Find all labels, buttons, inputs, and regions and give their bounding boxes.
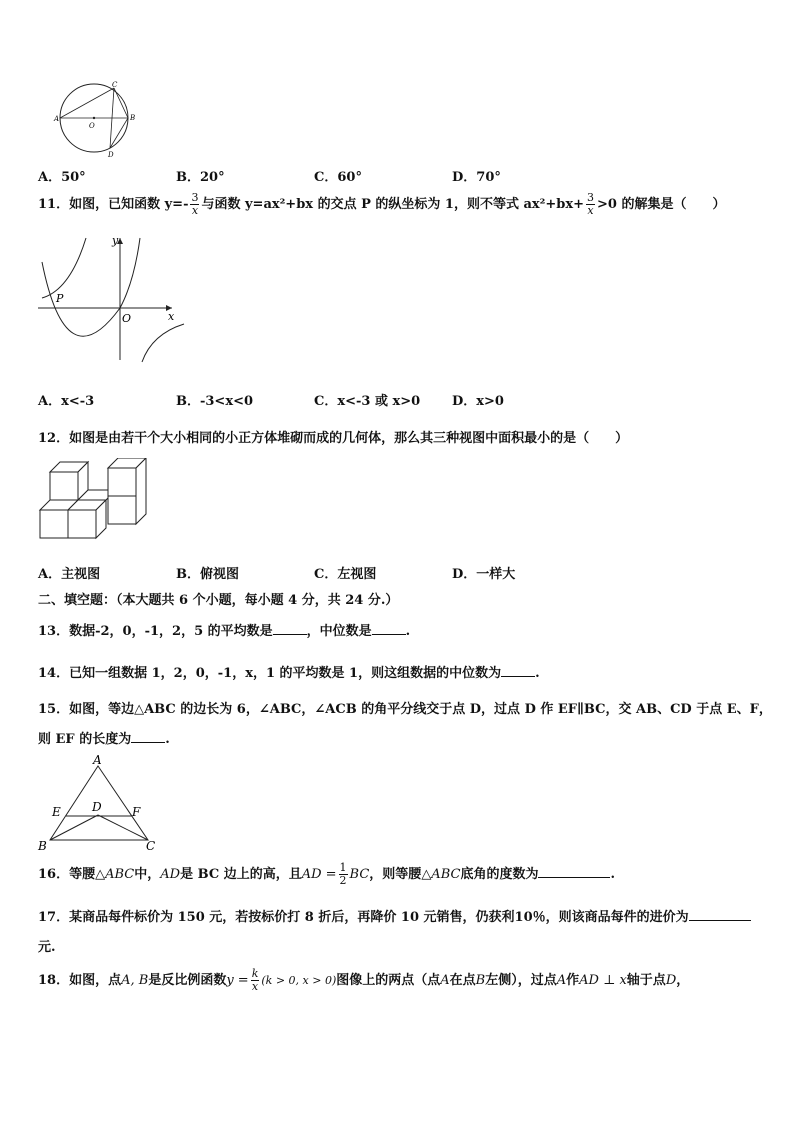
q18-frac-den: x (251, 980, 259, 993)
q15-label-d: D (92, 800, 102, 814)
q11-label-y: y (112, 234, 119, 247)
q11-frac1-den: x (191, 204, 199, 217)
q18-question: 18．如图，点A, B是反比例函数y = $\frac{k}{x}$ (k > 0, x > 0)图像上的两点（点A在点B左侧），过点A作AD ⊥ x轴于点D， (38, 967, 690, 993)
q15-blank[interactable] (131, 741, 165, 743)
q16-blank[interactable] (538, 876, 610, 878)
q11-frac2-den: x (587, 204, 594, 217)
q10-label-o: O (89, 122, 95, 130)
q13-question: 13．数据-2，0，-1，2，5 的平均数是 ，中位数是 . (38, 624, 411, 639)
q10-circle-figure (52, 80, 142, 160)
q11-graph-figure (36, 232, 186, 364)
q11-question: 11．如图，已知函数 y=- $\frac{3}{x}$ 与函数 y=ax²+bx 的交点 P 的纵坐标为 1，则不等式 ax²+bx+ $\frac{3}{x}$ >0 的解集是（ ） (38, 191, 726, 217)
q12-cubes-figure (36, 458, 158, 546)
q10-label-d: D (108, 151, 114, 159)
q15-label-f: F (132, 805, 141, 819)
q10-label-b: B (130, 114, 136, 122)
q14-question: 14．已知一组数据 1，2，0，-1，x，1 的平均数是 1，则这组数据的中位数为 . (38, 666, 540, 681)
q11-option-a: A．x<-3 (38, 394, 95, 409)
q11-frac1-num: 3 (191, 191, 199, 204)
q10-option-d: D．70° (452, 170, 501, 185)
q16-frac-den: 2 (339, 874, 347, 887)
q17-blank[interactable] (689, 919, 751, 921)
q15-question-line1: 15．如图，等边△ABC 的边长为 6，∠ABC，∠ACB 的角平分线交于点 D，过点 D 作 EF∥BC，交 AB、CD 于点 E、F， (38, 702, 772, 717)
q11-frac2-num: 3 (587, 191, 594, 204)
q13-blank-1[interactable] (273, 633, 307, 635)
q12-option-d: D．一样大 (452, 567, 516, 582)
q11-option-b: B．-3<x<0 (176, 394, 254, 409)
q12-option-b: B．俯视图 (176, 567, 239, 582)
q11-option-d: D．x>0 (452, 394, 504, 409)
q14-blank[interactable] (501, 675, 535, 677)
q15-triangle-figure (36, 754, 158, 854)
q11-option-c: C．x<-3 或 x>0 (314, 394, 421, 409)
section-heading: 二、填空题：（本大题共 6 个小题，每小题 4 分，共 24 分.） (38, 593, 399, 608)
q17-question-line1: 17．某商品每件标价为 150 元，若按标价打 8 折后，再降价 10 元销售，仍获利10％，则该商品每件的进价为 (38, 906, 751, 925)
q16-question: 16．等腰△ABC中，AD是 BC 边上的高，且AD = $\frac{1}{2}$ BC，则等腰△ABC底角的度数为 . (38, 861, 615, 887)
q12-option-c: C．左视图 (314, 567, 377, 582)
q10-option-a: A．50° (38, 170, 86, 185)
q16-frac-num: 1 (339, 861, 347, 874)
q15-label-c: C (146, 839, 156, 853)
q12-question: 12．如图是由若干个大小相同的小正方体堆砌而成的几何体，那么其三种视图中面积最小的是（ ） (38, 431, 629, 446)
q15-question-line2: 则 EF 的长度为 . (38, 732, 170, 747)
q18-frac-num: k (251, 967, 259, 980)
q11-label-o: O (122, 312, 132, 325)
q15-label-e: E (52, 805, 61, 819)
q17-question-line2: 元. (38, 940, 56, 955)
q15-label-a: A (93, 754, 102, 767)
q12-option-a: A．主视图 (38, 567, 101, 582)
q10-label-c: C (112, 81, 118, 89)
q10-label-a: A (54, 115, 60, 123)
q10-option-b: B．20° (176, 170, 225, 185)
q11-label-p: P (56, 292, 64, 305)
q11-label-x: x (168, 310, 175, 323)
q10-option-c: C．60° (314, 170, 362, 185)
q15-label-b: B (38, 839, 47, 853)
q13-blank-2[interactable] (372, 633, 406, 635)
